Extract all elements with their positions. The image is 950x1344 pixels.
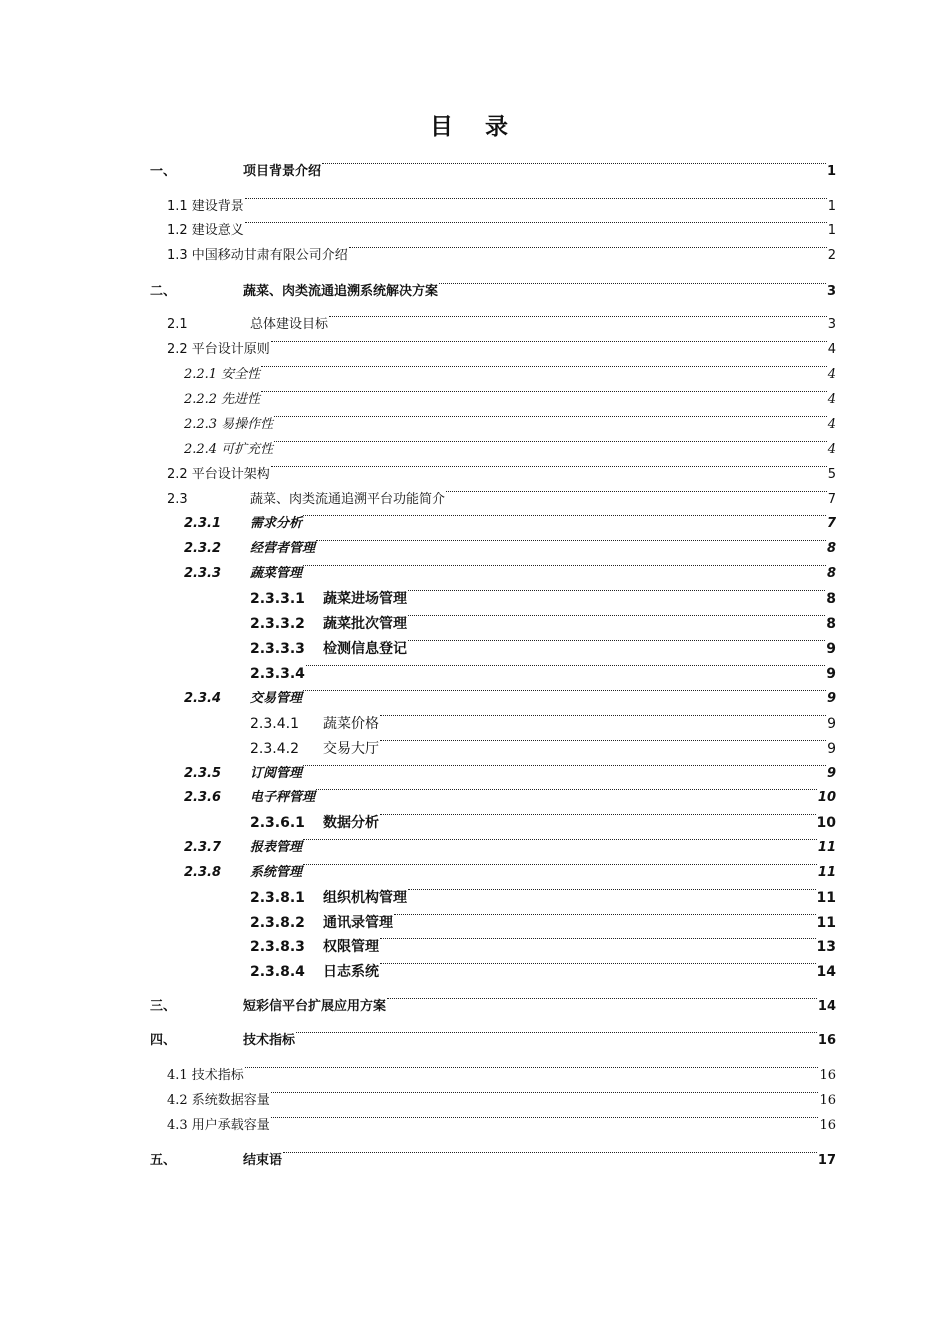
toc-entry-label: 检测信息登记 bbox=[323, 641, 407, 657]
toc-entry-page: 4 bbox=[827, 392, 836, 407]
toc-leader-dots bbox=[446, 490, 827, 492]
toc-entry-label: 总体建设目标 bbox=[250, 317, 329, 332]
toc-leader-dots bbox=[271, 465, 827, 467]
toc-entry-number: 2.3.8.1 bbox=[250, 890, 305, 906]
toc-entry-label: 用户承载容量 bbox=[191, 1118, 270, 1133]
toc-entry[interactable] bbox=[0, 514, 950, 534]
toc-entry-number: 2.3.8.2 bbox=[250, 915, 305, 931]
toc-entry-label: 权限管理 bbox=[323, 939, 379, 955]
toc-leader-dots bbox=[274, 440, 827, 442]
toc-entry-page: 8 bbox=[826, 566, 836, 581]
toc-leader-dots bbox=[408, 614, 825, 616]
toc-entry-label: 订阅管理 bbox=[250, 766, 303, 781]
toc-entry-page: 4 bbox=[827, 442, 836, 457]
toc-entry[interactable] bbox=[0, 340, 950, 360]
toc-entry-page: 17 bbox=[817, 1153, 836, 1168]
toc-entry-number: 二、 bbox=[150, 284, 177, 299]
toc-leader-dots bbox=[349, 246, 827, 248]
toc-entry-label: 短彩信平台扩展应用方案 bbox=[243, 999, 387, 1014]
toc-entry-label: 中国移动甘肃有限公司介绍 bbox=[191, 248, 348, 263]
toc-entry-page: 16 bbox=[817, 1033, 836, 1048]
toc-leader-dots bbox=[283, 1151, 817, 1153]
toc-entry[interactable] bbox=[0, 614, 950, 634]
toc-entry-number: 2.2 bbox=[167, 342, 188, 357]
toc-leader-dots bbox=[245, 221, 827, 223]
toc-leader-dots bbox=[303, 564, 826, 566]
toc-entry-page: 8 bbox=[826, 541, 836, 556]
toc-entry[interactable] bbox=[0, 1151, 950, 1171]
toc-entry[interactable] bbox=[0, 1091, 950, 1111]
toc-entry[interactable] bbox=[0, 863, 950, 883]
toc-entry-number: 2.3.3.3 bbox=[250, 641, 305, 657]
toc-entry-number: 2.3.1 bbox=[184, 516, 222, 531]
toc-entry-number: 2.3.3.4 bbox=[250, 666, 305, 682]
toc-entry-label: 技术指标 bbox=[191, 1068, 244, 1083]
toc-entry-page: 10 bbox=[816, 815, 836, 831]
toc-entry-number: 2.3.3.1 bbox=[250, 591, 305, 607]
toc-entry-number: 四、 bbox=[150, 1033, 177, 1048]
toc-entry-label: 可扩充性 bbox=[221, 442, 274, 457]
toc-entry-number: 一、 bbox=[150, 164, 177, 179]
toc-entry-label: 日志系统 bbox=[323, 964, 379, 980]
toc-entry-number: 1.3 bbox=[167, 248, 188, 263]
toc-leader-dots bbox=[245, 197, 827, 199]
toc-leader-dots bbox=[296, 1031, 817, 1033]
toc-entry-page: 2 bbox=[827, 248, 836, 263]
toc-entry-number: 2.3.3.2 bbox=[250, 616, 305, 632]
toc-entry[interactable] bbox=[0, 888, 950, 908]
toc-entry[interactable] bbox=[0, 415, 950, 435]
toc-entry-number: 2.3.7 bbox=[184, 840, 222, 855]
toc-entry[interactable] bbox=[0, 1116, 950, 1136]
toc-entry[interactable] bbox=[0, 714, 950, 734]
toc-entry[interactable] bbox=[0, 788, 950, 808]
toc-entry-label: 需求分析 bbox=[250, 516, 303, 531]
toc-entry-page: 14 bbox=[816, 964, 836, 980]
toc-entry[interactable] bbox=[0, 197, 950, 217]
toc-entry[interactable] bbox=[0, 440, 950, 460]
toc-entry-number: 4.2 bbox=[167, 1093, 188, 1108]
toc-entry-label: 技术指标 bbox=[243, 1033, 296, 1048]
toc-entry-label: 经营者管理 bbox=[250, 541, 316, 556]
toc-entry[interactable] bbox=[0, 764, 950, 784]
toc-entry-page: 9 bbox=[826, 766, 836, 781]
toc-entry[interactable] bbox=[0, 937, 950, 957]
toc-leader-dots bbox=[303, 514, 826, 516]
toc-entry[interactable] bbox=[0, 1066, 950, 1086]
toc-entry-page: 3 bbox=[827, 317, 836, 332]
toc-entry-label: 平台设计原则 bbox=[191, 342, 270, 357]
toc-entry-number: 2.3.3 bbox=[184, 566, 222, 581]
toc-entry-label: 蔬菜价格 bbox=[323, 716, 379, 732]
toc-entry-page: 7 bbox=[827, 492, 836, 507]
toc-entry-number: 2.2.2 bbox=[184, 392, 218, 407]
toc-leader-dots bbox=[380, 937, 816, 939]
toc-entry-page: 13 bbox=[816, 939, 836, 955]
toc-entry-number: 2.3.4.2 bbox=[250, 741, 299, 757]
toc-leader-dots bbox=[380, 714, 826, 716]
toc-leader-dots bbox=[245, 1066, 819, 1068]
toc-leader-dots bbox=[261, 365, 827, 367]
toc-entry-page: 1 bbox=[827, 223, 836, 238]
toc-entry-page: 16 bbox=[819, 1118, 836, 1133]
toc-entry-label: 报表管理 bbox=[250, 840, 303, 855]
toc-entry[interactable] bbox=[0, 315, 950, 335]
toc-entry[interactable] bbox=[0, 365, 950, 385]
toc-leader-dots bbox=[408, 639, 825, 641]
toc-entry-label: 系统数据容量 bbox=[191, 1093, 270, 1108]
toc-entry[interactable] bbox=[0, 589, 950, 609]
toc-entry-label: 易操作性 bbox=[221, 417, 274, 432]
toc-entry[interactable] bbox=[0, 913, 950, 933]
toc-entry-label: 数据分析 bbox=[323, 815, 379, 831]
toc-entry-page: 9 bbox=[826, 666, 836, 682]
toc-entry[interactable] bbox=[0, 221, 950, 241]
toc-entry-page: 4 bbox=[827, 342, 836, 357]
toc-entry-number: 2.3.8.4 bbox=[250, 964, 305, 980]
toc-entry-page: 3 bbox=[826, 284, 836, 299]
toc-entry-label: 通讯录管理 bbox=[323, 915, 393, 931]
toc-leader-dots bbox=[303, 838, 817, 840]
toc-entry-page: 8 bbox=[826, 616, 836, 632]
toc-entry-number: 2.3.4 bbox=[184, 691, 222, 706]
toc-entry-label: 交易管理 bbox=[250, 691, 303, 706]
toc-leader-dots bbox=[380, 962, 816, 964]
toc-entry[interactable] bbox=[0, 838, 950, 858]
toc-entry-page: 9 bbox=[826, 641, 836, 657]
toc-leader-dots bbox=[322, 162, 826, 164]
toc-entry[interactable] bbox=[0, 564, 950, 584]
toc-leader-dots bbox=[380, 739, 826, 741]
toc-leader-dots bbox=[380, 813, 816, 815]
toc-entry-page: 11 bbox=[817, 865, 836, 880]
toc-entry-label: 蔬菜批次管理 bbox=[323, 616, 407, 632]
toc-leader-dots bbox=[394, 913, 816, 915]
toc-entry[interactable] bbox=[0, 997, 950, 1017]
toc-entry-page: 16 bbox=[819, 1068, 836, 1083]
toc-entry[interactable] bbox=[0, 465, 950, 485]
toc-entry-label: 先进性 bbox=[221, 392, 261, 407]
toc-entry-number: 2.3.4.1 bbox=[250, 716, 299, 732]
toc-leader-dots bbox=[303, 764, 826, 766]
toc-entry-number: 2.3.8 bbox=[184, 865, 222, 880]
toc-leader-dots bbox=[387, 997, 817, 999]
toc-leader-dots bbox=[408, 888, 816, 890]
toc-entry-number: 4.3 bbox=[167, 1118, 188, 1133]
toc-leader-dots bbox=[439, 282, 826, 284]
toc-entry-page: 1 bbox=[827, 199, 836, 214]
toc-entry-number: 2.2.1 bbox=[184, 367, 218, 382]
toc-entry-number: 2.2 bbox=[167, 467, 188, 482]
toc-entry-page: 11 bbox=[816, 890, 836, 906]
toc-entry[interactable] bbox=[0, 664, 950, 684]
toc-leader-dots bbox=[329, 315, 827, 317]
toc-entry-number: 2.3 bbox=[167, 492, 188, 507]
toc-entry[interactable] bbox=[0, 162, 950, 182]
toc-entry-number: 1.2 bbox=[167, 223, 188, 238]
toc-entry-label: 蔬菜、肉类流通追溯系统解决方案 bbox=[243, 284, 439, 299]
toc-entry-page: 14 bbox=[817, 999, 836, 1014]
toc-leader-dots bbox=[271, 1091, 819, 1093]
toc-leader-dots bbox=[303, 689, 826, 691]
toc-entry-page: 16 bbox=[819, 1093, 836, 1108]
toc-entry-number: 2.3.5 bbox=[184, 766, 222, 781]
toc-leader-dots bbox=[261, 390, 827, 392]
toc-entry-page: 11 bbox=[816, 915, 836, 931]
toc-entry[interactable] bbox=[0, 390, 950, 410]
toc-leader-dots bbox=[408, 589, 825, 591]
toc-entry-label: 安全性 bbox=[221, 367, 261, 382]
toc-entry[interactable] bbox=[0, 246, 950, 266]
toc-entry-number: 2.2.4 bbox=[184, 442, 218, 457]
toc-entry-number: 2.3.8.3 bbox=[250, 939, 305, 955]
toc-entry-number: 五、 bbox=[150, 1153, 177, 1168]
toc-entry-page: 9 bbox=[827, 716, 836, 732]
toc-entry-number: 2.3.2 bbox=[184, 541, 222, 556]
toc-entry-page: 9 bbox=[827, 741, 836, 757]
toc-entry[interactable] bbox=[0, 813, 950, 833]
toc-entry-page: 5 bbox=[827, 467, 836, 482]
toc-leader-dots bbox=[271, 340, 827, 342]
toc-entry-label: 结束语 bbox=[243, 1153, 283, 1168]
toc-leader-dots bbox=[271, 1116, 819, 1118]
toc-entry-page: 10 bbox=[817, 790, 836, 805]
toc-entry-page: 9 bbox=[826, 691, 836, 706]
toc-leader-dots bbox=[303, 863, 817, 865]
toc-entry[interactable] bbox=[0, 282, 950, 302]
toc-leader-dots bbox=[316, 788, 817, 790]
toc-entry-page: 8 bbox=[826, 591, 836, 607]
toc-entry-label: 建设意义 bbox=[191, 223, 244, 238]
toc-entry[interactable] bbox=[0, 962, 950, 982]
toc-entry[interactable] bbox=[0, 739, 950, 759]
toc-leader-dots bbox=[316, 539, 826, 541]
toc-entry[interactable] bbox=[0, 689, 950, 709]
toc-entry-label: 蔬菜、肉类流通追溯平台功能简介 bbox=[250, 492, 446, 507]
toc-entry-label: 项目背景介绍 bbox=[243, 164, 322, 179]
toc-entry-number: 2.3.6.1 bbox=[250, 815, 305, 831]
toc-entry-page: 4 bbox=[827, 417, 836, 432]
toc-entry-label: 建设背景 bbox=[191, 199, 244, 214]
toc-entry-number: 1.1 bbox=[167, 199, 188, 214]
toc-entry-label: 平台设计架构 bbox=[191, 467, 270, 482]
toc-entry-label: 蔬菜进场管理 bbox=[323, 591, 407, 607]
page-title: 目 录 bbox=[429, 114, 520, 140]
toc-entry-page: 1 bbox=[826, 164, 836, 179]
toc-entry-page: 7 bbox=[826, 516, 836, 531]
toc-entry[interactable] bbox=[0, 1031, 950, 1051]
toc-entry-number: 2.1 bbox=[167, 317, 188, 332]
toc-entry[interactable] bbox=[0, 639, 950, 659]
toc-entry[interactable] bbox=[0, 490, 950, 510]
toc-entry-page: 11 bbox=[817, 840, 836, 855]
toc-entry-label: 交易大厅 bbox=[323, 741, 379, 757]
toc-entry-page: 4 bbox=[827, 367, 836, 382]
toc-entry-number: 4.1 bbox=[167, 1068, 188, 1083]
toc-entry-number: 三、 bbox=[150, 999, 177, 1014]
toc-entry-label: 系统管理 bbox=[250, 865, 303, 880]
toc-entry-number: 2.2.3 bbox=[184, 417, 218, 432]
toc-leader-dots bbox=[306, 664, 825, 666]
toc-entry-number: 2.3.6 bbox=[184, 790, 222, 805]
toc-entry-label: 蔬菜管理 bbox=[250, 566, 303, 581]
toc-entry-label: 组织机构管理 bbox=[323, 890, 407, 906]
toc-entry[interactable] bbox=[0, 539, 950, 559]
toc-entry-label: 电子秤管理 bbox=[250, 790, 316, 805]
toc-leader-dots bbox=[274, 415, 827, 417]
